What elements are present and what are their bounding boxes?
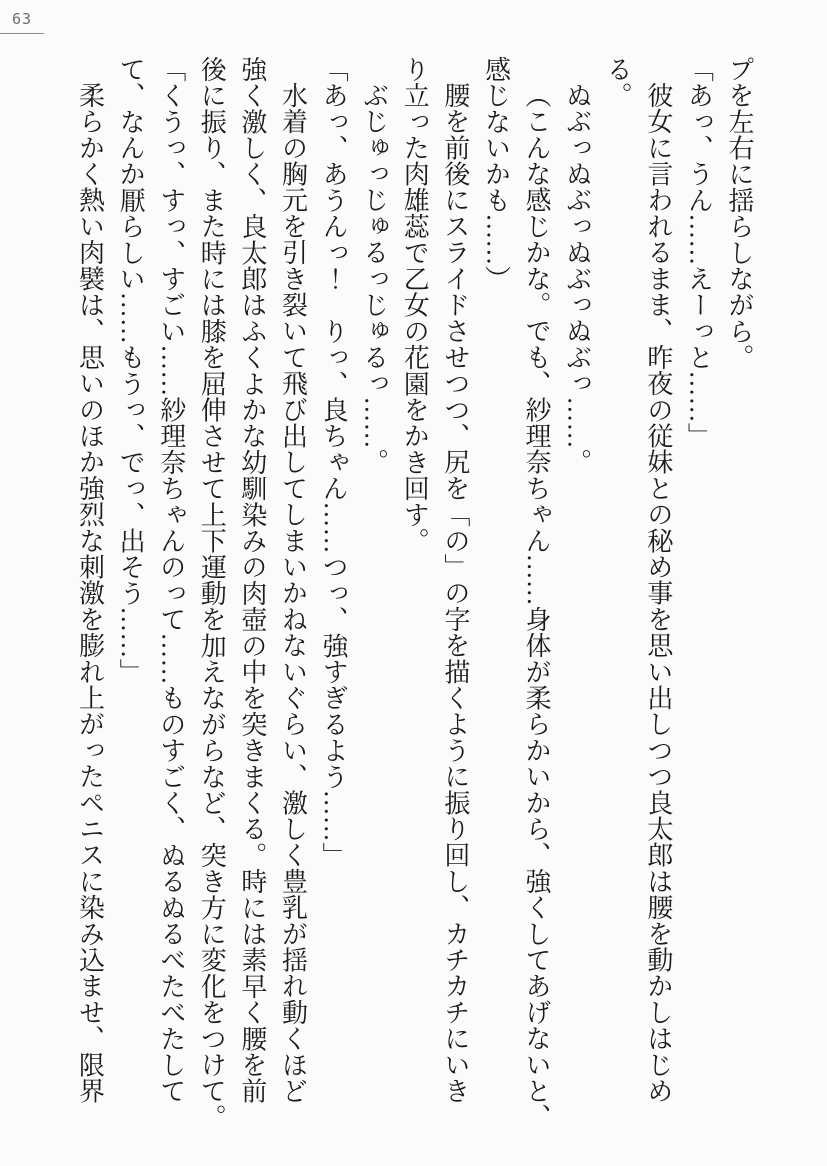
text-column: 彼女に言われるまま、昨夜の従妹との秘め事を思い出しつつ良太郎は腰を動かしはじめ: [643, 82, 673, 1104]
page-number-rule: [0, 33, 44, 34]
text-column: ぬぶっぬぶっぬぶっぬぶっ……。: [562, 82, 592, 475]
text-column: （こんな感じかな。でも、紗理奈ちゃん……身体が柔らかいから、強くしてあげないと、: [522, 82, 552, 1130]
text-column: 「あっ、あうんっ！ りっ、良ちゃん……つっ、強すぎるよう……」: [319, 56, 349, 869]
text-column: る。: [603, 56, 633, 109]
text-column: り立った肉雄蕊で乙女の花園をかき回す。: [400, 56, 430, 554]
page-number: 63: [11, 10, 33, 28]
text-column: 水着の胸元を引き裂いて飛び出してしまいかねないぐらい、激しく豊乳が揺れ動くほど: [278, 82, 308, 1104]
text-column: 腰を前後にスライドさせつつ、尻を「の」の字を描くように振り回し、カチカチにいき: [440, 82, 470, 1104]
text-column: 強く激しく、良太郎はふくよかな幼馴染みの肉壺の中を突きまくる。時には素早く腰を前: [237, 56, 267, 1104]
text-column: て、なんか厭らしい……もうっ、でっ、出そう……」: [116, 56, 146, 685]
vertical-text-block: [69, 56, 759, 1131]
text-column: 「あっ、うん……えーっと……」: [684, 56, 714, 449]
text-column: 柔らかく熱い肉襞は、思いのほか強烈な刺激を膨れ上がったペニスに染み込ませ、限界: [75, 82, 105, 1104]
text-column: 後に振り、また時には膝を屈伸させて上下運動を加えながらなど、突き方に変化をつけて。: [197, 56, 227, 1131]
text-column: ぶじゅっじゅるっじゅるっ……。: [359, 82, 389, 475]
text-column: 「くうっ、すっ、すごい……紗理奈ちゃんのって……ものすごく、ぬるぬるべたべたして: [156, 56, 186, 1104]
text-column: プを左右に揺らしながら。: [725, 56, 754, 371]
text-column: 感じないかも……）: [481, 56, 511, 292]
